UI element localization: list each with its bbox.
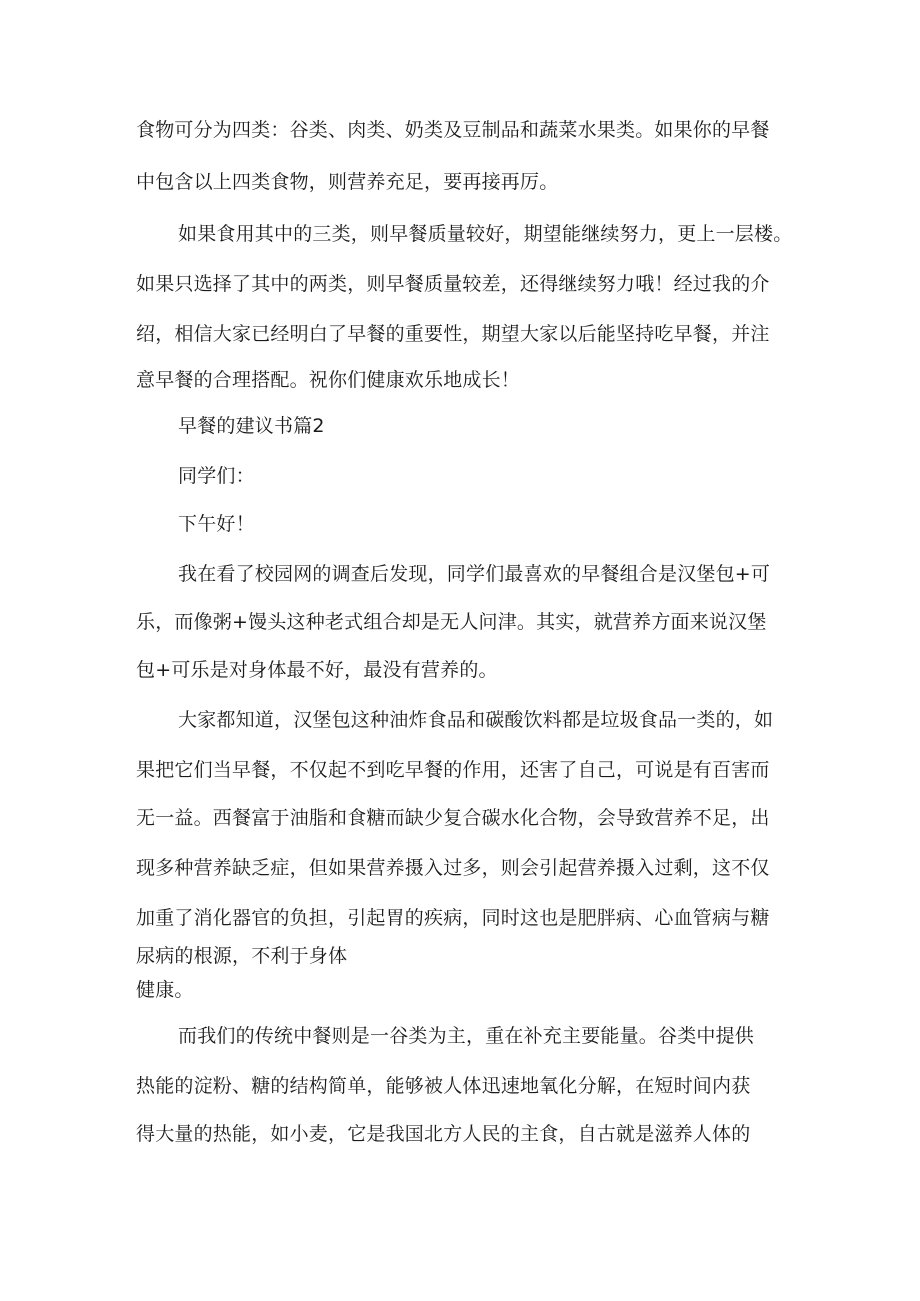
text-line: 食物可分为四类：谷类、肉类、奶类及豆制品和蔬菜水果类。如果你的早餐 bbox=[136, 119, 770, 141]
text-line: 意早餐的合理搭配。祝你们健康欢乐地成长！ bbox=[136, 369, 521, 391]
text-line: 我在看了校园网的调查后发现，同学们最喜欢的早餐组合是汉堡包+可 bbox=[178, 563, 771, 585]
text-line: 得大量的热能，如小麦，它是我国北方人民的主食，自古就是滋养人体的 bbox=[136, 1123, 751, 1145]
text-line: 如果只选择了其中的两类，则早餐质量较差，还得继续努力哦！经过我的介 bbox=[136, 273, 770, 295]
text-line: 而我们的传统中餐则是一谷类为主，重在补充主要能量。谷类中提供 bbox=[178, 1025, 755, 1047]
text-line: 果把它们当早餐，不仅起不到吃早餐的作用，还害了自己，可说是有百害而 bbox=[136, 759, 770, 781]
greeting: 下午好！ bbox=[178, 513, 255, 535]
section-title: 早餐的建议书篇2 bbox=[178, 415, 325, 437]
text-line: 健康。 bbox=[136, 979, 194, 1001]
text-line: 大家都知道，汉堡包这种油炸食品和碳酸饮料都是垃圾食品一类的，如 bbox=[178, 709, 774, 731]
text-line: 如果食用其中的三类，则早餐质量较好，期望能继续努力，更上一层楼。 bbox=[178, 223, 793, 245]
text-line: 热能的淀粉、糖的结构简单，能够被人体迅速地氧化分解，在短时间内获 bbox=[136, 1075, 751, 1097]
text-line: 绍，相信大家已经明白了早餐的重要性，期望大家以后能坚持吃早餐，并注 bbox=[136, 323, 770, 345]
text-line: 加重了消化器官的负担，引起胃的疾病，同时这也是肥胖病、心血管病与糖 bbox=[136, 907, 770, 929]
text-line: 无一益。西餐富于油脂和食糖而缺少复合碳水化合物，会导致营养不足，出 bbox=[136, 807, 770, 829]
text-line: 包+可乐是对身体最不好，最没有营养的。 bbox=[136, 659, 498, 681]
salutation: 同学们： bbox=[178, 465, 255, 487]
text-line: 尿病的根源，不利于身体 bbox=[136, 945, 348, 967]
text-line: 乐，而像粥+馒头这种老式组合却是无人问津。其实，就营养方面来说汉堡 bbox=[136, 611, 767, 633]
text-line: 中包含以上四类食物，则营养充足，要再接再厉。 bbox=[136, 171, 559, 193]
text-line: 现多种营养缺乏症，但如果营养摄入过多，则会引起营养摄入过剩，这不仅 bbox=[136, 857, 770, 879]
